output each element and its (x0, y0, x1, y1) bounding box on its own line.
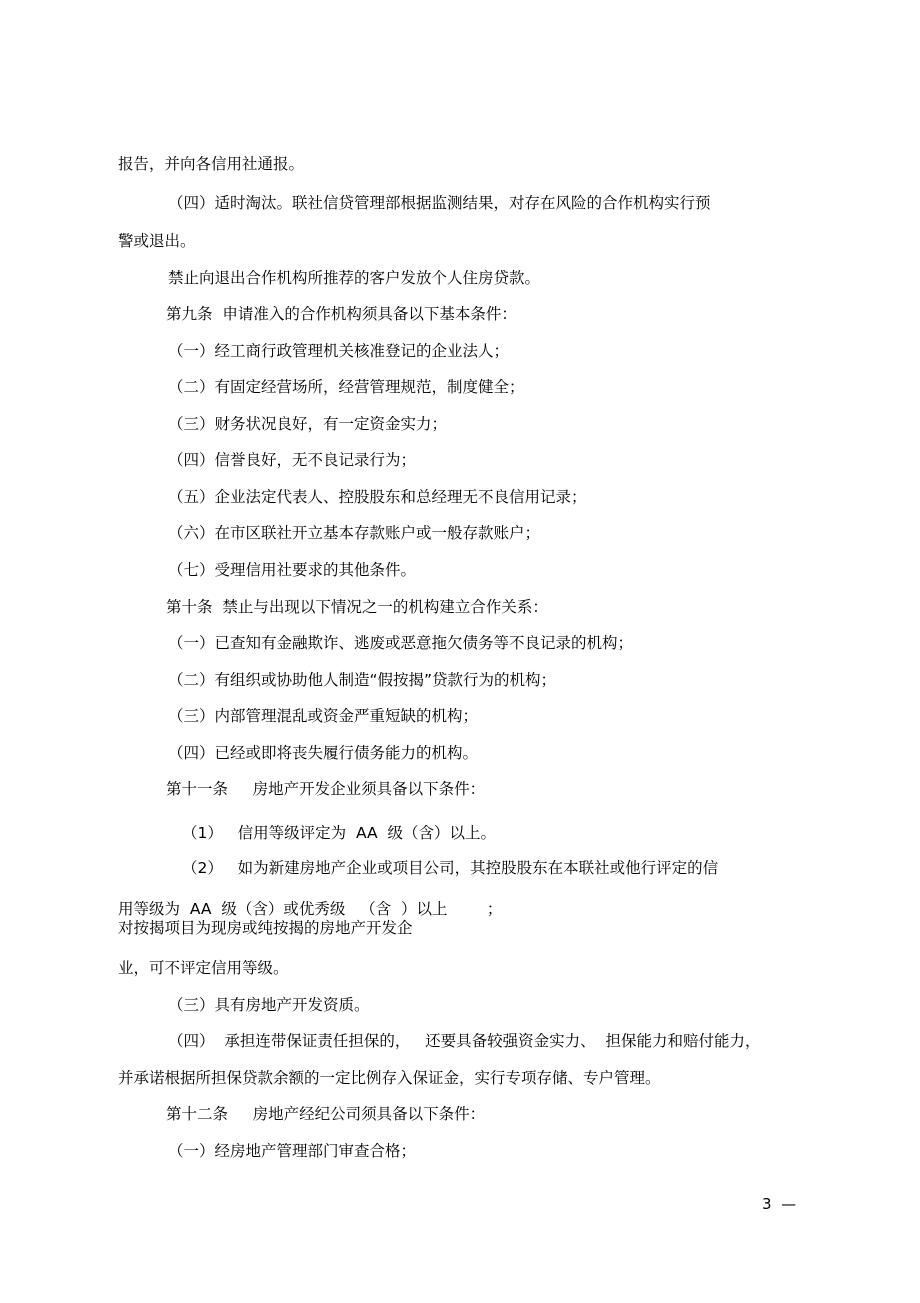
text-line: （二）有组织或协助他人制造“假按揭”贷款行为的机构； (168, 671, 557, 689)
text-line: （四） 承担连带保证责任担保的， 还要具备较强资金实力、 担保能力和赔付能力， (168, 1032, 761, 1050)
text-line: 禁止向退出合作机构所推荐的客户发放个人住房贷款。 (168, 269, 541, 287)
text-line: （一）已查知有金融欺诈、逃废或恶意拖欠债务等不良记录的机构； (168, 634, 634, 652)
text-line: （二）有固定经营场所，经营管理规范，制度健全； (168, 378, 525, 396)
text-line: （五）企业法定代表人、控股股东和总经理无不良信用记录； (168, 488, 587, 506)
text-line: （三）具有房地产开发资质。 (168, 996, 370, 1014)
text-line: （一）经房地产管理部门审查合格； (168, 1142, 417, 1160)
text-line: 对按揭项目为现房或纯按揭的房地产开发企 (118, 919, 413, 937)
text-line: 业，可不评定信用等级。 (118, 959, 289, 977)
article-heading: 第九条 申请准入的合作机构须具备以下基本条件： (166, 305, 517, 323)
text-line: 用等级为 AA 级（含）或优秀级 （含 ）以上 ； (118, 900, 503, 918)
text-line: （三）财务状况良好，有一定资金实力； (168, 415, 448, 433)
text-line: （2） 如为新建房地产企业或项目公司，其控股股东在本联社或他行评定的信 (182, 859, 719, 877)
article-heading: 第十二条 房地产经纪公司须具备以下条件： (166, 1105, 486, 1123)
article-heading: 第十条 禁止与出现以下情况之一的机构建立合作关系： (166, 598, 548, 616)
text-line: 报告，并向各信用社通报。 (118, 155, 305, 173)
article-heading: 第十一条 房地产开发企业须具备以下条件： (166, 780, 486, 798)
text-line: 并承诺根据所担保贷款余额的一定比例存入保证金，实行专项存储、专户管理。 (118, 1069, 661, 1087)
text-line: （四）已经或即将丧失履行债务能力的机构。 (168, 744, 479, 762)
page-number: 3 — (762, 1195, 797, 1213)
text-line: （三）内部管理混乱或资金严重短缺的机构； (168, 707, 479, 725)
text-line: 警或退出。 (118, 232, 196, 250)
text-line: （1） 信用等级评定为 AA 级（含）以上。 (182, 824, 496, 842)
text-line: （四）适时淘汰。联社信贷管理部根据监测结果，对存在风险的合作机构实行预 (168, 194, 711, 212)
text-line: （七）受理信用社要求的其他条件。 (168, 561, 417, 579)
text-line: （一）经工商行政管理机关核准登记的企业法人； (168, 342, 510, 360)
text-line: （四）信誉良好，无不良记录行为； (168, 451, 417, 469)
text-line: （六）在市区联社开立基本存款账户或一般存款账户； (168, 524, 541, 542)
